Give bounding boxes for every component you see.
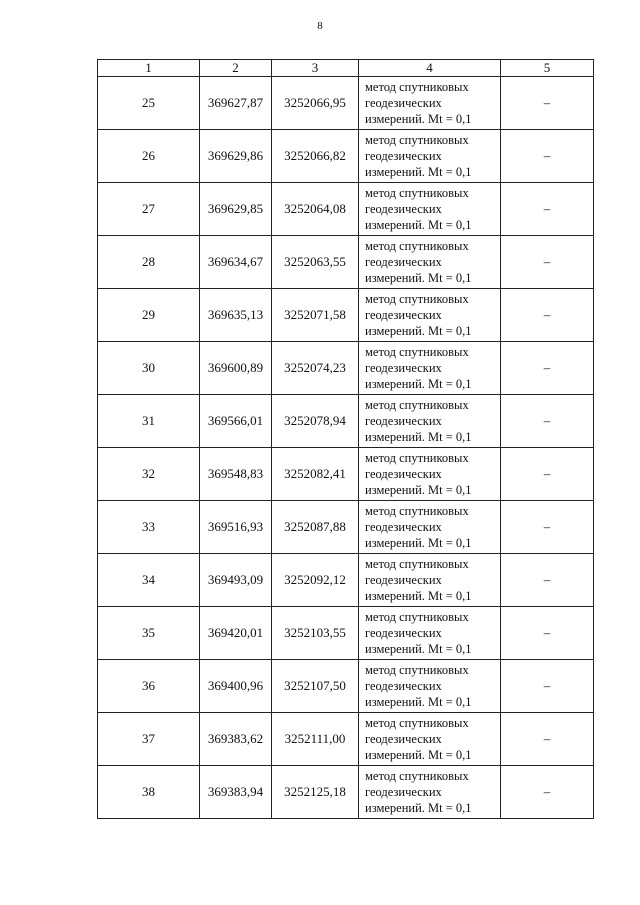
- method-cell: [359, 342, 501, 395]
- coordinate-x-cell: 369627,87: [200, 77, 272, 130]
- table-header-row: [98, 60, 594, 77]
- coordinate-y-cell: 3252071,58: [272, 289, 359, 342]
- method-line: измерений. Mt = 0,1: [365, 430, 472, 444]
- coordinate-x-cell: 369566,01: [200, 395, 272, 448]
- method-line: метод спутниковых: [365, 345, 469, 359]
- coordinate-x-cell: 369600,89: [200, 342, 272, 395]
- method-line: геодезических: [365, 520, 442, 534]
- method-line: измерений. Mt = 0,1: [365, 377, 472, 391]
- method-line: геодезических: [365, 414, 442, 428]
- method-cell: [359, 183, 501, 236]
- coordinate-y-cell: 3252066,82: [272, 130, 359, 183]
- method-line: измерений. Mt = 0,1: [365, 642, 472, 656]
- table-row: [98, 607, 594, 660]
- method-cell: [359, 554, 501, 607]
- coordinates-table: [97, 59, 594, 819]
- column-header-4: 4: [359, 60, 501, 77]
- note-cell: –: [501, 77, 594, 130]
- method-line: измерений. Mt = 0,1: [365, 112, 472, 126]
- method-line: измерений. Mt = 0,1: [365, 536, 472, 550]
- coordinate-x-cell: 369400,96: [200, 660, 272, 713]
- point-number-cell: 38: [98, 766, 200, 819]
- method-cell: [359, 713, 501, 766]
- method-line: измерений. Mt = 0,1: [365, 271, 472, 285]
- method-line: геодезических: [365, 573, 442, 587]
- method-line: метод спутниковых: [365, 769, 469, 783]
- method-cell: [359, 130, 501, 183]
- table-row: [98, 342, 594, 395]
- method-line: метод спутниковых: [365, 557, 469, 571]
- method-cell: [359, 448, 501, 501]
- note-cell: –: [501, 130, 594, 183]
- coordinate-y-cell: 3252103,55: [272, 607, 359, 660]
- method-line: метод спутниковых: [365, 133, 469, 147]
- method-line: метод спутниковых: [365, 398, 469, 412]
- coordinate-y-cell: 3252092,12: [272, 554, 359, 607]
- table-row: [98, 395, 594, 448]
- coordinate-x-cell: 369383,62: [200, 713, 272, 766]
- point-number-cell: 28: [98, 236, 200, 289]
- method-cell: [359, 660, 501, 713]
- coordinate-y-cell: 3252111,00: [272, 713, 359, 766]
- table-row: [98, 660, 594, 713]
- point-number-cell: 34: [98, 554, 200, 607]
- table-row: [98, 713, 594, 766]
- note-cell: –: [501, 713, 594, 766]
- table-row: [98, 130, 594, 183]
- note-cell: –: [501, 236, 594, 289]
- coordinate-y-cell: 3252063,55: [272, 236, 359, 289]
- point-number-cell: 37: [98, 713, 200, 766]
- coordinate-x-cell: 369548,83: [200, 448, 272, 501]
- coordinate-y-cell: 3252066,95: [272, 77, 359, 130]
- method-line: метод спутниковых: [365, 239, 469, 253]
- method-line: измерений. Mt = 0,1: [365, 324, 472, 338]
- coordinate-y-cell: 3252064,08: [272, 183, 359, 236]
- table-row: [98, 554, 594, 607]
- method-line: геодезических: [365, 626, 442, 640]
- note-cell: –: [501, 395, 594, 448]
- column-header-2: 2: [200, 60, 272, 77]
- method-line: геодезических: [365, 785, 442, 799]
- coordinate-x-cell: 369635,13: [200, 289, 272, 342]
- coordinate-y-cell: 3252074,23: [272, 342, 359, 395]
- coordinate-x-cell: 369383,94: [200, 766, 272, 819]
- method-line: геодезических: [365, 679, 442, 693]
- note-cell: –: [501, 607, 594, 660]
- note-cell: –: [501, 660, 594, 713]
- coordinate-x-cell: 369420,01: [200, 607, 272, 660]
- note-cell: –: [501, 342, 594, 395]
- coordinate-x-cell: 369629,86: [200, 130, 272, 183]
- method-line: измерений. Mt = 0,1: [365, 748, 472, 762]
- method-line: метод спутниковых: [365, 292, 469, 306]
- method-cell: [359, 607, 501, 660]
- coordinate-y-cell: 3252082,41: [272, 448, 359, 501]
- method-cell: [359, 395, 501, 448]
- coordinate-y-cell: 3252125,18: [272, 766, 359, 819]
- point-number-cell: 33: [98, 501, 200, 554]
- table-row: [98, 448, 594, 501]
- note-cell: –: [501, 448, 594, 501]
- method-line: измерений. Mt = 0,1: [365, 165, 472, 179]
- table-row: [98, 289, 594, 342]
- table-row: [98, 236, 594, 289]
- point-number-cell: 35: [98, 607, 200, 660]
- method-line: измерений. Mt = 0,1: [365, 218, 472, 232]
- method-line: метод спутниковых: [365, 451, 469, 465]
- coordinate-y-cell: 3252087,88: [272, 501, 359, 554]
- page-number: 8: [317, 20, 323, 32]
- table-row: [98, 183, 594, 236]
- point-number-cell: 27: [98, 183, 200, 236]
- note-cell: –: [501, 501, 594, 554]
- method-cell: [359, 236, 501, 289]
- coordinate-x-cell: 369516,93: [200, 501, 272, 554]
- note-cell: –: [501, 554, 594, 607]
- method-line: метод спутниковых: [365, 80, 469, 94]
- method-line: геодезических: [365, 149, 442, 163]
- point-number-cell: 32: [98, 448, 200, 501]
- note-cell: –: [501, 289, 594, 342]
- method-line: измерений. Mt = 0,1: [365, 483, 472, 497]
- point-number-cell: 30: [98, 342, 200, 395]
- point-number-cell: 29: [98, 289, 200, 342]
- point-number-cell: 36: [98, 660, 200, 713]
- method-line: измерений. Mt = 0,1: [365, 801, 472, 815]
- table-row: [98, 501, 594, 554]
- method-line: измерений. Mt = 0,1: [365, 589, 472, 603]
- method-cell: [359, 289, 501, 342]
- table-row: [98, 766, 594, 819]
- method-line: геодезических: [365, 202, 442, 216]
- table-row: [98, 77, 594, 130]
- method-line: геодезических: [365, 308, 442, 322]
- method-line: геодезических: [365, 255, 442, 269]
- coordinate-y-cell: 3252078,94: [272, 395, 359, 448]
- method-cell: [359, 766, 501, 819]
- coordinate-y-cell: 3252107,50: [272, 660, 359, 713]
- method-cell: [359, 77, 501, 130]
- column-header-1: 1: [98, 60, 200, 77]
- method-cell: [359, 501, 501, 554]
- method-line: метод спутниковых: [365, 663, 469, 677]
- coordinate-x-cell: 369493,09: [200, 554, 272, 607]
- point-number-cell: 31: [98, 395, 200, 448]
- method-line: метод спутниковых: [365, 504, 469, 518]
- method-line: метод спутниковых: [365, 610, 469, 624]
- method-line: геодезических: [365, 467, 442, 481]
- method-line: геодезических: [365, 96, 442, 110]
- note-cell: –: [501, 183, 594, 236]
- table-body: [98, 77, 594, 819]
- column-header-3: 3: [272, 60, 359, 77]
- point-number-cell: 26: [98, 130, 200, 183]
- method-line: метод спутниковых: [365, 716, 469, 730]
- column-header-5: 5: [501, 60, 594, 77]
- method-line: метод спутниковых: [365, 186, 469, 200]
- method-line: измерений. Mt = 0,1: [365, 695, 472, 709]
- point-number-cell: 25: [98, 77, 200, 130]
- note-cell: –: [501, 766, 594, 819]
- method-line: геодезических: [365, 732, 442, 746]
- coordinate-x-cell: 369629,85: [200, 183, 272, 236]
- method-line: геодезических: [365, 361, 442, 375]
- coordinate-x-cell: 369634,67: [200, 236, 272, 289]
